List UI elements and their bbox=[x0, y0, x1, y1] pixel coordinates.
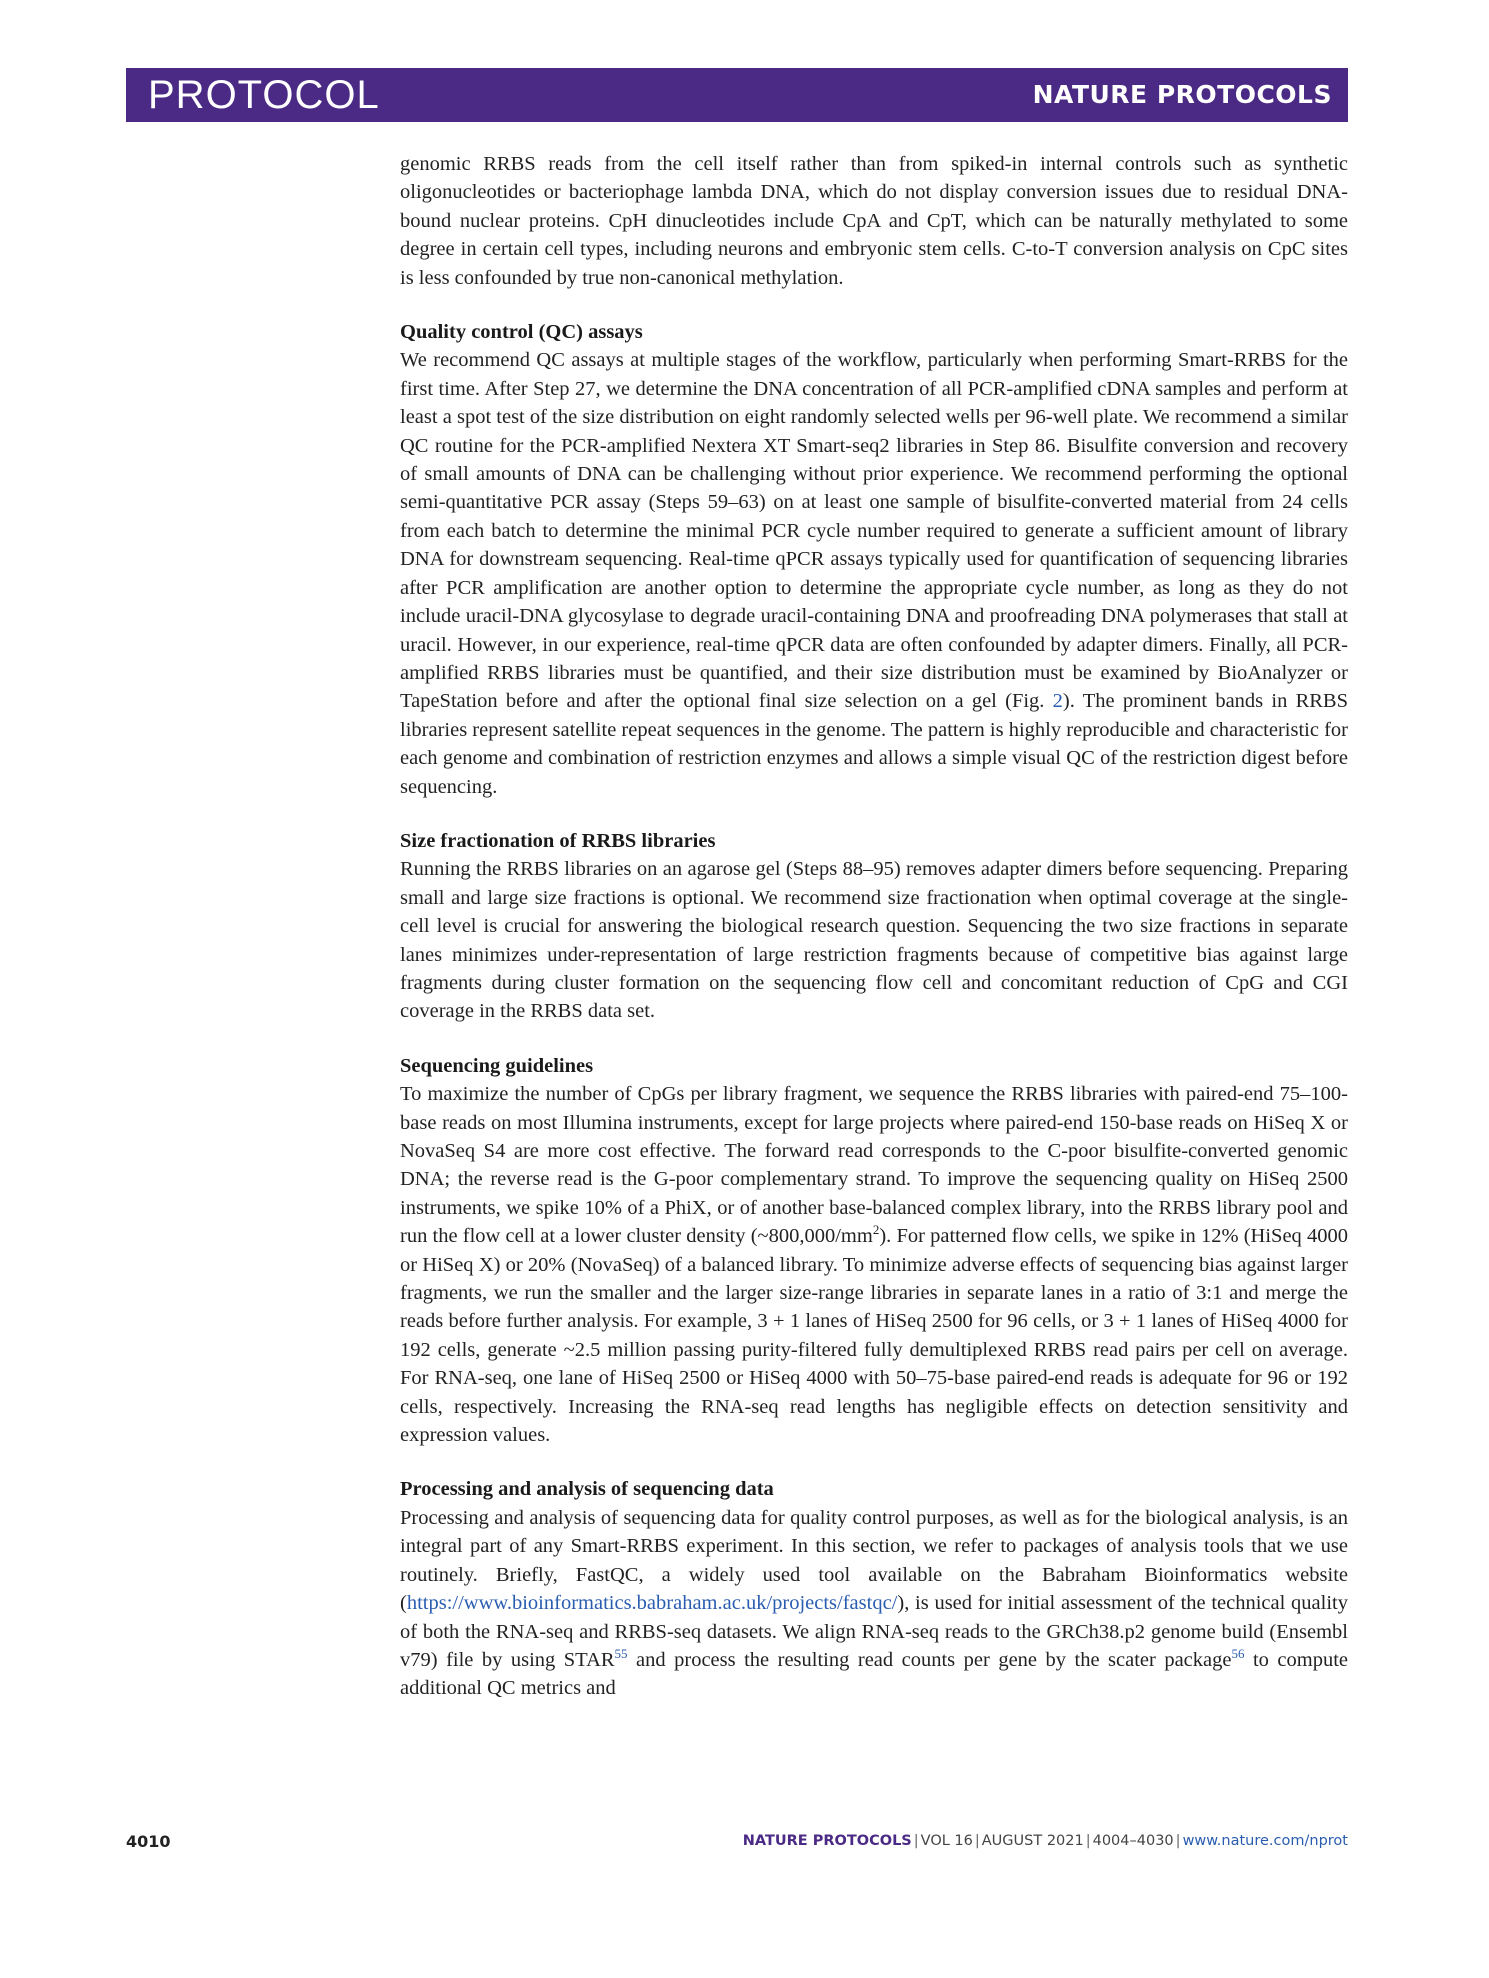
footer-pages: 4004–4030 bbox=[1092, 1833, 1174, 1849]
reference-link-55[interactable]: 55 bbox=[614, 1646, 628, 1662]
processing-heading: Processing and analysis of sequencing data bbox=[400, 1478, 774, 1501]
journal-label: NATURE PROTOCOLS bbox=[1032, 80, 1332, 109]
section-label: PROTOCOL bbox=[148, 73, 380, 117]
processing-paragraph bbox=[400, 1504, 1348, 1703]
qc-text-2: ). The prominent bands in RRBS libraries represent satellite repeat sequences in the genome. The pattern is highly reproducible and characteristic for each genome and combination of restriction enzymes and allows a simple visual QC of the restriction digest before sequencing. bbox=[400, 690, 1348, 798]
fastqc-link[interactable]: https://www.bioinformatics.babraham.ac.uk/projects/fastqc/ bbox=[406, 1592, 898, 1615]
processing-text-2: ), is used for initial assessment of the technical quality of both the RNA-seq and RRBS-seq datasets. We align RNA-seq reads to the GRCh38.p2 genome build (Ensembl v79) file by using STAR bbox=[400, 1592, 1348, 1671]
footer-url[interactable]: www.nature.com/nprot bbox=[1182, 1833, 1348, 1849]
footer-separator: | bbox=[974, 1833, 980, 1849]
intro-paragraph: genomic RRBS reads from the cell itself rather than from spiked-in internal controls such as synthetic oligonucleotides or bacteriophage lambda DNA, which do not display conversion issues due to residual DNA-bound nuclear proteins. CpH dinucleotides include CpA and CpT, which can be naturally methylated to some degree in certain cell types, including neurons and embryonic stem cells. C-to-T conversion analysis on CpC sites is less confounded by true non-canonical methylation. bbox=[400, 153, 1348, 289]
figure-link[interactable]: 2 bbox=[1052, 690, 1063, 713]
footer-separator: | bbox=[1175, 1833, 1181, 1849]
page-number: 4010 bbox=[126, 1832, 171, 1851]
size-fractionation-paragraph: Running the RRBS libraries on an agarose gel (Steps 88–95) removes adapter dimers before sequencing. Preparing small and large size fractions is optional. We recommend size fractionation when optimal coverage at the single-cell level is crucial for answering the biological research question. Sequencing the two size fractions in separate lanes minimizes under-representation of large restriction fragments because of competitive bias against large fragments during cluster formation on the sequencing flow cell and concomitant reduction of CpG and CGI coverage in the RRBS data set. bbox=[400, 858, 1348, 1023]
footer-date: AUGUST 2021 bbox=[981, 1833, 1084, 1849]
footer-separator: | bbox=[913, 1833, 919, 1849]
processing-text-1: Processing and analysis of sequencing data for quality control purposes, as well as for the biological analysis, is an integral part of any Smart-RRBS experiment. In this section, we refer to packages of analysis tools that we use routinely. Briefly, FastQC, a widely used tool available on the Babraham Bioinformatics website ( bbox=[400, 1506, 1348, 1615]
sequencing-text-1: To maximize the number of CpGs per library fragment, we sequence the RRBS libraries with paired-end 75–100-base reads on most Illumina instruments, except for large projects where paired-end 150-base reads on HiSeq X or NovaSeq S4 are more cost effective. The forward read corresponds to the C-poor bisulfite-converted genomic DNA; the reverse read is the G-poor complementary strand. To improve the sequencing quality on HiSeq 2500 instruments, we spike 10% of a PhiX, or of another base-balanced complex library, into the RRBS library pool and run the flow cell at a lower cluster density (~800,000/mm bbox=[400, 1083, 1348, 1248]
size-fractionation-heading: Size fractionation of RRBS libraries bbox=[400, 829, 716, 852]
processing-text-3: and process the resulting read counts per gene by the scater package bbox=[627, 1648, 1232, 1671]
header-banner bbox=[126, 68, 1348, 122]
sequencing-text-2: ). For patterned flow cells, we spike in 12% (HiSeq 4000 or HiSeq X) or 20% (NovaSeq) of a balanced library. To minimize adverse effects of sequencing bias against larger fragments, we run the smaller and the larger size-range libraries in separate lanes in a ratio of 3:1 and merge the reads before further analysis. For example, 3 + 1 lanes of HiSeq 2500 for 96 cells, or 3 + 1 lanes of HiSeq 4000 for 192 cells, generate ~2.5 million passing purity-filtered fully demultiplexed RRBS read pairs per cell on average. For RNA-seq, one lane of HiSeq 2500 or HiSeq 4000 with 50–75-base paired-end reads is adequate for 96 or 192 cells, respectively. Increasing the RNA-seq read lengths has negligible effects on detection sensitivity and expression values. bbox=[400, 1225, 1348, 1447]
footer-separator: | bbox=[1085, 1833, 1091, 1849]
reference-link-56[interactable]: 56 bbox=[1231, 1646, 1245, 1662]
qc-paragraph bbox=[400, 346, 1348, 801]
processing-text-4: to compute additional QC metrics and bbox=[400, 1648, 1348, 1700]
sequencing-heading: Sequencing guidelines bbox=[400, 1054, 594, 1077]
qc-heading: Quality control (QC) assays bbox=[400, 321, 643, 344]
qc-text-1: We recommend QC assays at multiple stages of the workflow, particularly when performing Smart-RRBS for the first time. After Step 27, we determine the DNA concentration of all PCR-amplified cDNA samples and perform at least a spot test of the size distribution on eight randomly selected wells per 96-well plate. We recommend a similar QC routine for the PCR-amplified Nextera XT Smart-seq2 libraries in Step 86. Bisulfite conversion and recovery of small amounts of DNA can be challenging without prior experience. We recommend performing the optional semi-quantitative PCR assay (Steps 59–63) on at least one sample of bisulfite-converted material from 24 cells from each batch to determine the minimal PCR cycle number required to generate a sufficient amount of library DNA for downstream sequencing. Real-time qPCR assays typically used for quantification of sequencing libraries after PCR amplification are another option to determine the appropriate cycle number, as long as they do not include uracil-DNA glycosylase to degrade uracil-containing DNA and proofreading DNA polymerases that stall at uracil. However, in our experience, real-time qPCR data are often confounded by adapter dimers. Finally, all PCR-amplified RRBS libraries must be quantified, and their size distribution must be examined by BioAnalyzer or TapeStation before and after the optional final size selection on a gel (Fig. bbox=[400, 349, 1348, 713]
sequencing-paragraph bbox=[400, 1080, 1348, 1449]
footer-volume: VOL 16 bbox=[920, 1833, 973, 1849]
article-body bbox=[400, 150, 1348, 1703]
footer-citation bbox=[743, 1833, 1348, 1849]
superscript: 2 bbox=[872, 1222, 880, 1238]
footer-journal: NATURE PROTOCOLS bbox=[742, 1833, 912, 1849]
